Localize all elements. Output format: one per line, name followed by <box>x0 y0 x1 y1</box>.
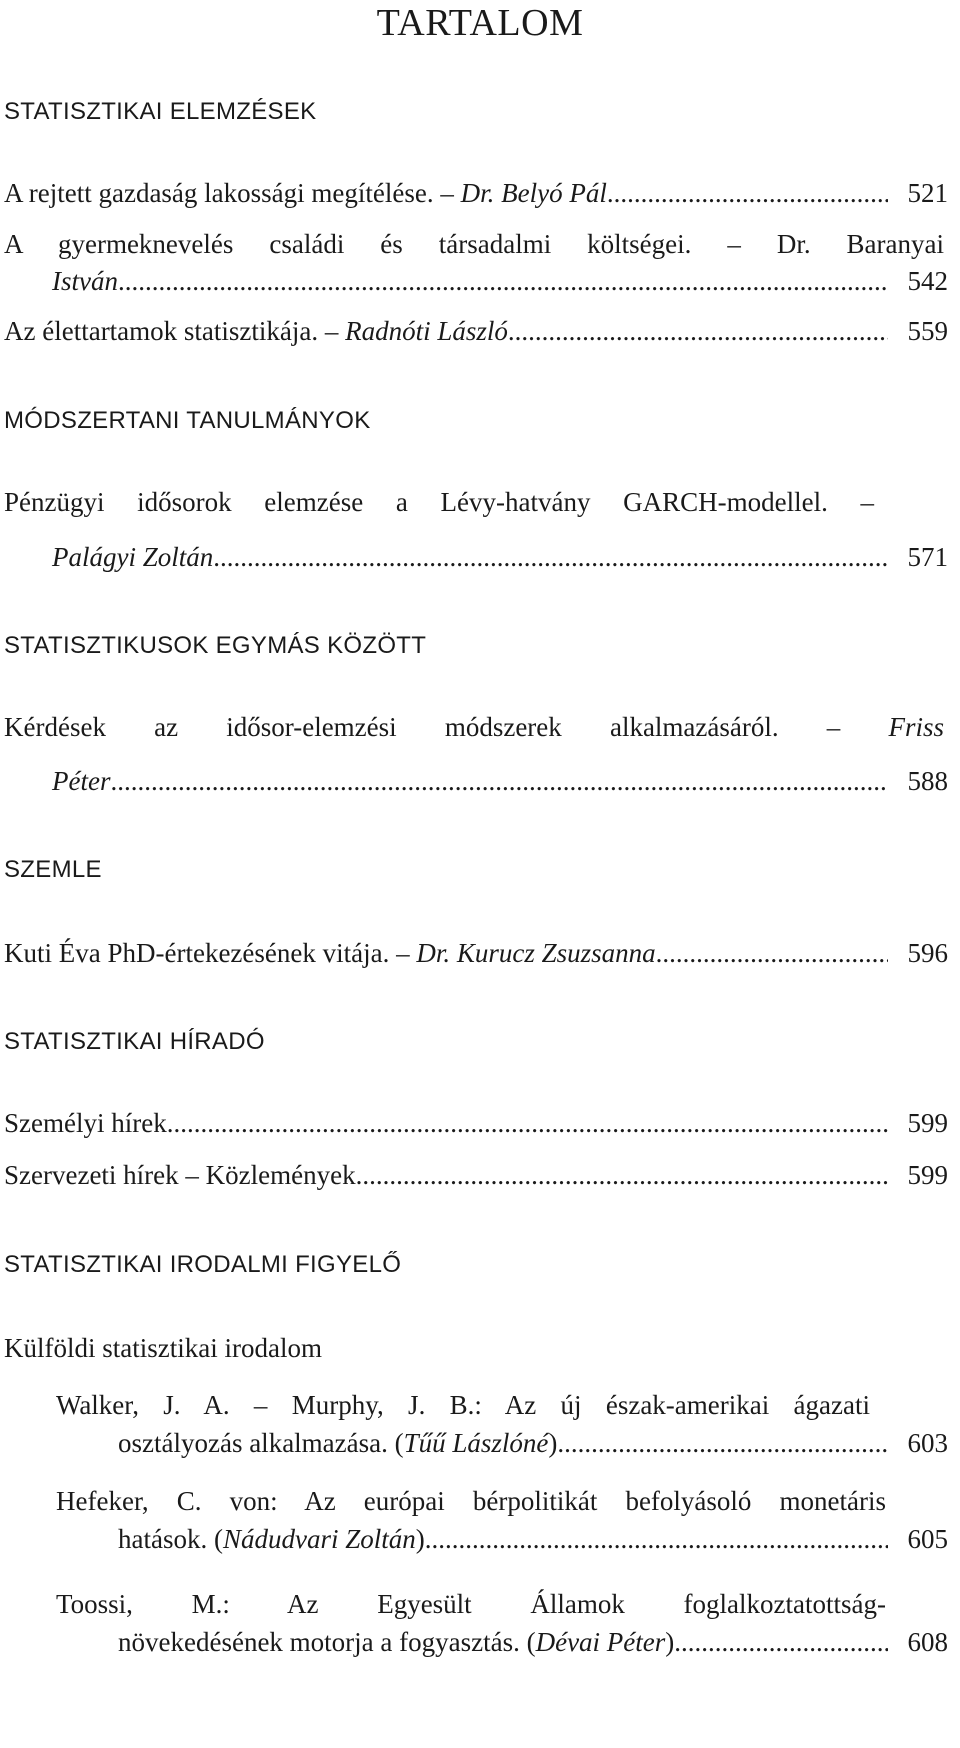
toc-entry-line[interactable] <box>56 1484 886 1518</box>
entry-title: hatások. ( <box>118 1524 223 1554</box>
page-number: 521 <box>907 178 948 208</box>
toc-entry[interactable] <box>52 764 948 798</box>
page-number: 588 <box>907 766 948 796</box>
entry-title: Pénzügyi idősorok elemzése a Lévy-hatvány GARCH-modellel. – <box>4 487 874 517</box>
entry-author: Péter <box>52 766 111 796</box>
entry-title: Személyi hírek <box>4 1108 167 1138</box>
entry-author: Dr. Belyó Pál <box>460 178 607 208</box>
leader-dots <box>656 936 888 970</box>
toc-entry[interactable] <box>4 314 948 348</box>
toc-entry-line[interactable] <box>4 485 874 519</box>
entry-author: Tűű Lászlóné <box>403 1428 549 1458</box>
entry-title: Szervezeti hírek – Közlemények <box>4 1160 356 1190</box>
toc-entry[interactable] <box>4 1158 948 1192</box>
section-heading-news: STATISZTIKAI HÍRADÓ <box>4 1028 265 1055</box>
entry-author: Palágyi Zoltán <box>52 542 214 572</box>
toc-entry-line[interactable] <box>4 710 944 744</box>
entry-title: Hefeker, C. von: Az európai bérpolitikát befolyásoló monetáris <box>56 1486 886 1516</box>
entry-author: Dévai Péter <box>535 1627 666 1657</box>
page-number: 571 <box>907 542 948 572</box>
page-title: TARTALOM <box>376 2 584 44</box>
leader-dots <box>118 264 888 298</box>
entry-author: Radnóti László <box>345 316 508 346</box>
page-number: 605 <box>907 1524 948 1554</box>
toc-entry[interactable] <box>4 1106 948 1140</box>
entry-title: Kérdések az idősor-elemzési módszerek alkalmazásáról. – <box>4 712 841 742</box>
page-number: 559 <box>907 316 948 346</box>
entry-title: osztályozás alkalmazása. ( <box>118 1428 404 1458</box>
section-heading-review: SZEMLE <box>4 856 102 883</box>
section-heading-literature: STATISZTIKAI IRODALMI FIGYELŐ <box>4 1251 402 1278</box>
entry-title: Kuti Éva PhD-értekezésének vitája. – <box>4 938 410 968</box>
leader-dots <box>356 1158 888 1192</box>
toc-entry-line[interactable] <box>56 1388 870 1422</box>
section-heading-methodology: MÓDSZERTANI TANULMÁNYOK <box>4 407 371 434</box>
leader-dots <box>425 1522 888 1556</box>
toc-entry[interactable]: osztályozás alkalmazása. (Tűű Lászlóné) ..... 603 <box>118 1426 948 1460</box>
subsection-heading: Külföldi statisztikai irodalom <box>4 1333 322 1363</box>
section-heading-statistical-analyses: STATISZTIKAI ELEMZÉSEK <box>4 98 317 125</box>
toc-entry-line[interactable] <box>56 1587 886 1621</box>
entry-title: növekedésének motorja a fogyasztás. ( <box>118 1627 536 1657</box>
entry-author: Nádudvari Zoltán <box>222 1524 416 1554</box>
toc-entry[interactable] <box>4 176 948 210</box>
leader-dots <box>557 1426 888 1460</box>
entry-title: Toossi, M.: Az Egyesült Államok foglalkoztatottság- <box>56 1589 886 1619</box>
page-number: 608 <box>907 1627 948 1657</box>
page-number: 542 <box>907 266 948 296</box>
entry-author: Friss <box>888 712 944 742</box>
toc-entry[interactable] <box>4 936 948 970</box>
toc-entry[interactable]: növekedésének motorja a fogyasztás. (Dévai Péter) ..... 608 <box>118 1625 948 1659</box>
leader-dots <box>110 764 888 798</box>
page-number: 596 <box>907 938 948 968</box>
leader-dots <box>607 176 888 210</box>
page-number: 599 <box>907 1108 948 1138</box>
entry-author: István <box>52 266 118 296</box>
toc-entry-line[interactable] <box>4 227 944 261</box>
page-number: 603 <box>907 1428 948 1458</box>
section-heading-statisticians: STATISZTIKUSOK EGYMÁS KÖZÖTT <box>4 632 427 659</box>
leader-dots <box>508 314 888 348</box>
entry-author: Dr. Kurucz Zsuzsanna <box>416 938 656 968</box>
leader-dots <box>674 1625 888 1659</box>
toc-entry[interactable] <box>52 540 948 574</box>
entry-title: A rejtett gazdaság lakossági megítélése. – <box>4 178 454 208</box>
entry-title: Walker, J. A. – Murphy, J. B.: Az új észak-amerikai ágazati <box>56 1390 870 1420</box>
leader-dots <box>167 1106 888 1140</box>
toc-entry[interactable] <box>52 264 948 298</box>
toc-entry[interactable]: hatások. (Nádudvari Zoltán) ..... 605 <box>118 1522 948 1556</box>
entry-title: A gyermeknevelés családi és társadalmi költségei. – Dr. Baranyai <box>4 229 944 259</box>
page-number: 599 <box>907 1160 948 1190</box>
entry-title: Az élettartamok statisztikája. – <box>4 316 339 346</box>
leader-dots <box>213 540 888 574</box>
